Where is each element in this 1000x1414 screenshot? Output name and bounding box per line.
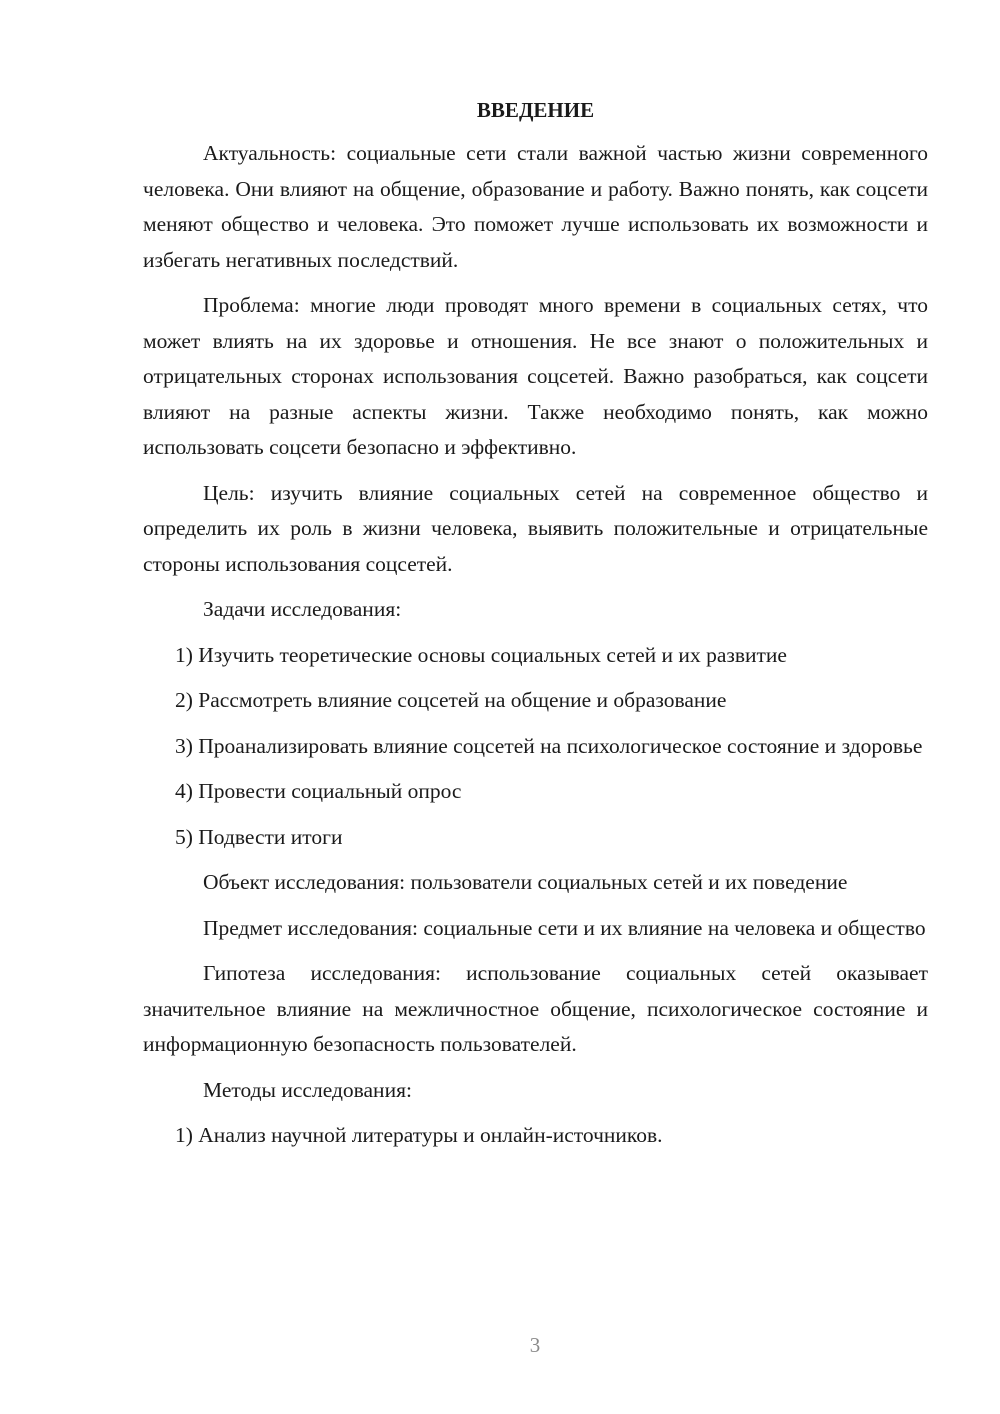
task-item: 3) Проанализировать влияние соцсетей на психологическое состояние и здоровье (175, 733, 923, 758)
object-paragraph: Объект исследования: пользователи социальных сетей и их поведение (203, 870, 848, 894)
task-item: 2) Рассмотреть влияние соцсетей на общение и образование (175, 688, 727, 712)
task-item: 1) Изучить теоретические основы социальных сетей и их развитие (175, 642, 787, 667)
page-content (143, 95, 928, 1164)
relevance-paragraph: Актуальность: социальные сети стали важной частью жизни современного человека. Они влияют на общение, образование и работу. Важно понять, как соцсети меняют общество и человека. Это поможет лучше использовать их возможности и избегать негативных последствий. (143, 141, 928, 272)
goal-paragraph: Цель: изучить влияние социальных сетей на современное общество и определить их роль в жизни человека, выявить положительные и отрицательные стороны использования соцсетей. (143, 480, 928, 576)
method-item: 1) Анализ научной литературы и онлайн-источников. (175, 1123, 663, 1147)
problem-paragraph: Проблема: многие люди проводят много времени в социальных сетях, что может влиять на их здоровье и отношения. Не все знают о положительных и отрицательных сторонах использования соцсетей. Важно разобраться, как соцсети влияют на разные аспекты жизни. Также необходимо понять, как можно использовать соцсети безопасно и эффективно. (143, 293, 928, 459)
section-heading: ВВЕДЕНИЕ (476, 98, 595, 122)
task-item: 4) Провести социальный опрос (175, 779, 462, 803)
task-item: 5) Подвести итоги (175, 824, 343, 849)
tasks-title: Задачи исследования: (203, 597, 402, 621)
hypothesis-paragraph: Гипотеза исследования: использование социальных сетей оказывает значительное влияние на межличностное общение, психологическое состояние и информационную безопасность пользователей. (143, 961, 928, 1056)
subject-paragraph: Предмет исследования: социальные сети и их влияние на человека и общество (203, 915, 926, 940)
methods-title: Методы исследования: (203, 1077, 412, 1102)
page-number: 3 (529, 1333, 541, 1357)
